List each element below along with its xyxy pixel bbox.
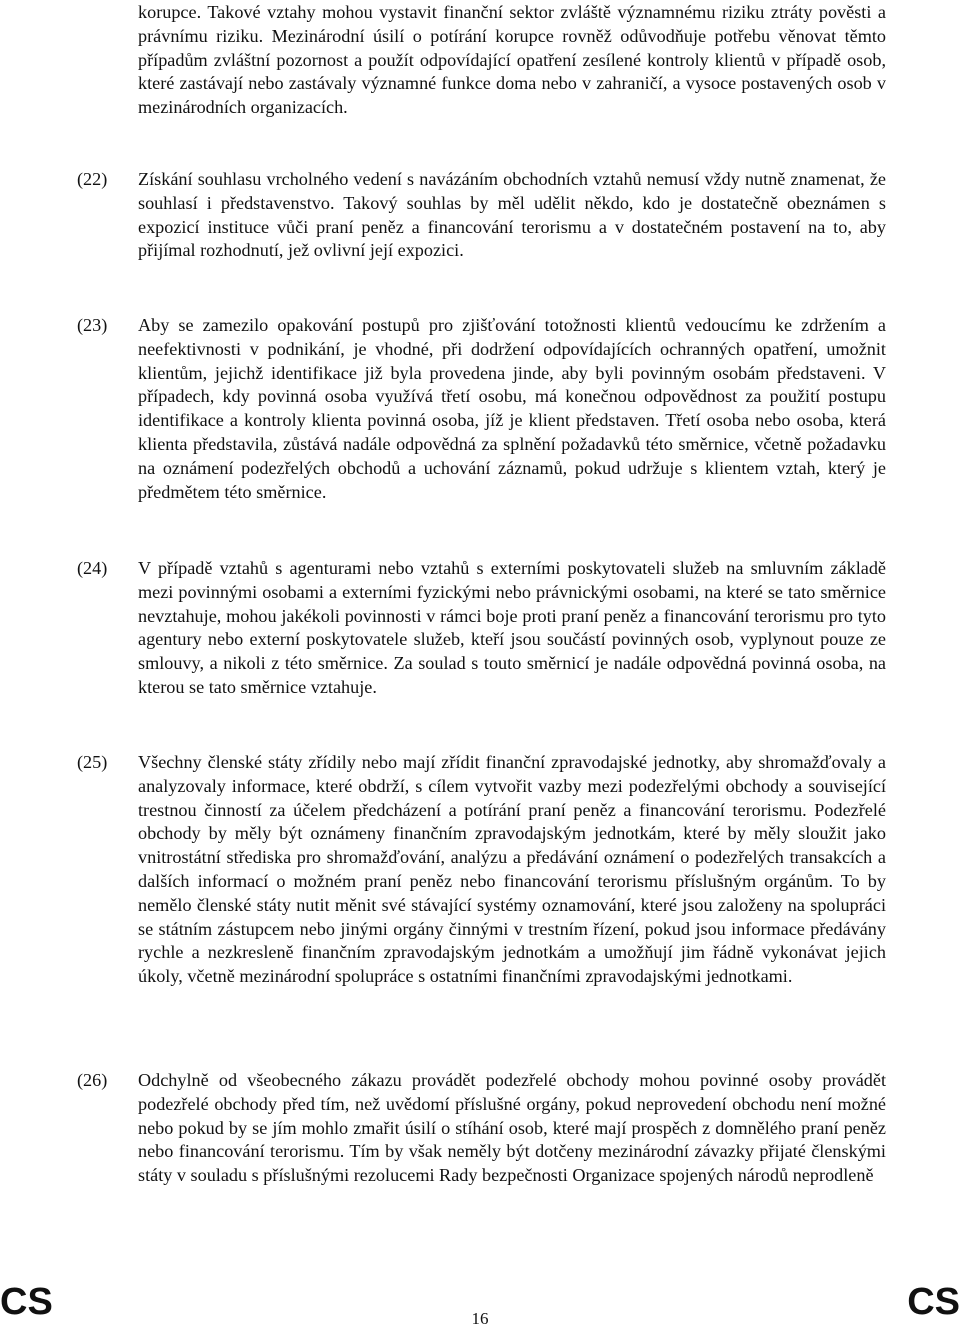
page-number: 16: [471, 1309, 489, 1328]
recital-number: (24): [77, 558, 108, 578]
recital-text: Odchylně od všeobecného zákazu provádět podezřelé obchody mohou povinné osoby provádět podezřelé obchody před tím, než uvědomí příslušné orgány, pokud neprovedení obchodu není možné nebo pokud by se jím mohlo zmařit úsilí o stíhání osob, které mají prospěch z domnělého praní peněz nebo financování terorismu. Tím by však neměly být dotčeny mezinárodní závazky přijaté členskými státy v souladu s příslušnými rezolucemi Rady bezpečnosti Organizace spojených národů neprodleně: [138, 1070, 886, 1186]
recital-text: V případě vztahů s agenturami nebo vztahů s externími poskytovateli služeb na smluvním základě mezi povinnými osobami a externími fyzickými nebo právnickými osobami, na které se tato směrnice nevztahuje, mohou jakékoli povinnosti v rámci boje proti praní peněz a financování terorismu pro tyto agentury nebo externí poskytovatele služeb, kteří jsou součástí povinných osob, vyplynout pouze ze smlouvy, a nikoli z této směrnice. Za soulad s touto směrnicí je nadále odpovědná povinná osoba, na kterou se tato směrnice vztahuje.: [138, 558, 886, 697]
intro-paragraph: korupce. Takové vztahy mohou vystavit finanční sektor zvláště významnému riziku ztráty pověsti a právnímu riziku. Mezinárodní úsilí o potírání korupce rovněž odůvodňuje potřebu věnovat těmto případům zvláštní pozornost a použít odpovídající opatření zesílené kontroly klientů v případě osob, které zastávají nebo zastávaly významné funkce doma nebo v zahraničí, a vysoce postavených osob v mezinárodních organizacích.: [138, 2, 886, 118]
language-code-left: CS: [0, 1281, 53, 1323]
recital-number: (25): [77, 752, 108, 772]
recital-number: (22): [77, 169, 108, 189]
language-code-right: CS: [907, 1281, 960, 1323]
recital-text: Všechny členské státy zřídily nebo mají zřídit finanční zpravodajské jednotky, aby shromažďovaly a analyzovaly informace, které obdrží, s cílem vytvořit vazby mezi podezřelými obchody a související trestnou činností za účelem předcházení a potírání praní peněz a financování terorismu. Podezřelé obchody by měly být oznámeny finančním zpravodajským jednotkám, které by měly sloužit jako vnitrostátní střediska pro shromažďování, analýzu a předávání oznámení o podezřelých transakcích a dalších informací o možném praní peněz nebo financování terorismu příslušným orgánům. To by nemělo členské státy nutit měnit své stávající systémy oznamování, které jsou založeny na spolupráci se státním zástupcem nebo jinými orgány činnými v trestním řízení, pokud jsou informace předávány rychle a nezkresleně finančním zpravodajským jednotkám a umožňují jim řádně vykonávat jejich úkoly, včetně mezinárodní spolupráce s ostatními finančními zpravodajskými jednotkami.: [138, 752, 886, 987]
recital-number: (23): [77, 315, 108, 335]
recital-text: Získání souhlasu vrcholného vedení s navázáním obchodních vztahů nemusí vždy nutně znamenat, že souhlasí i představenstvo. Takový souhlas by měl udělit někdo, kdo je dostatečně obeznámen s expozicí instituce vůči praní peněz a financování terorismu a v dostatečném postavení na to, aby přijímal rozhodnutí, jež ovlivní její expozici.: [138, 169, 886, 261]
recital-text: Aby se zamezilo opakování postupů pro zjišťování totožnosti klientů vedoucímu ke zdržením a neefektivnosti v podnikání, je vhodné, při dodržení odpovídajících ochranných opatření, umožnit klientům, jejichž identifikace již byla provedena jinde, aby byli povinným osobám představeni. V případech, kdy povinná osoba využívá třetí osobu, má konečnou odpovědnost za použití postupu identifikace a kontroly klienta povinná osoba, jíž je klient představen. Třetí osoba nebo osoba, která klienta představila, zůstává nadále odpovědná za splnění požadavků této směrnice, včetně požadavku na oznámení podezřelých obchodů a uchování záznamů, pokud udržuje s klientem vztah, který je předmětem této směrnice.: [138, 315, 886, 502]
recital-number: (26): [77, 1070, 108, 1090]
